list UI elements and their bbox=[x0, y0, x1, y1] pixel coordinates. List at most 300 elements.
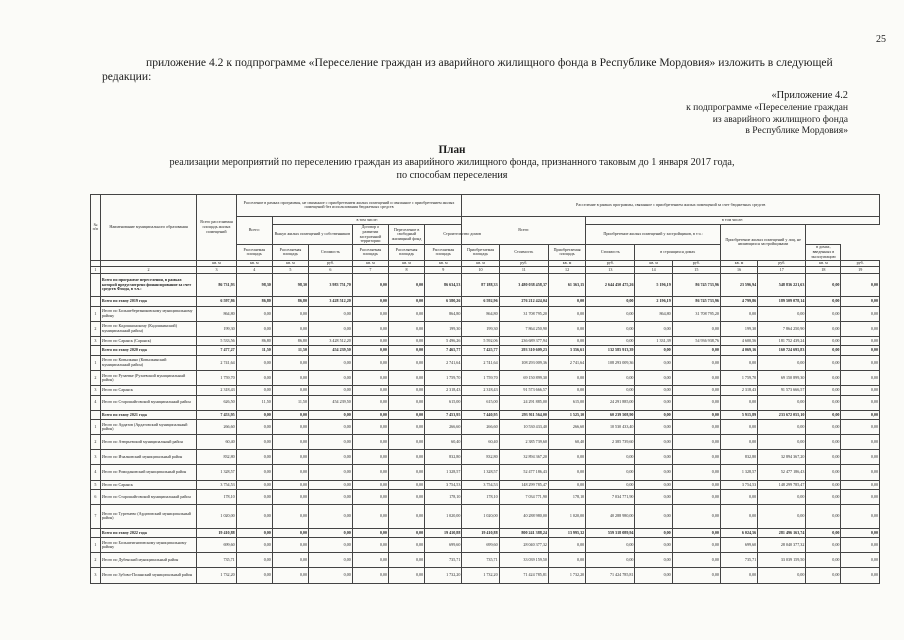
row-value: 86,80 bbox=[236, 297, 272, 306]
unit-cell: руб. bbox=[672, 260, 720, 267]
row-value: 0,00 bbox=[236, 505, 272, 529]
row-value: 98,30 bbox=[272, 273, 308, 297]
row-value: 2 644 450 475,26 bbox=[586, 273, 635, 297]
row-value: 0,00 bbox=[672, 435, 720, 450]
header-buy-from-dev: Приобретение жилых помещений у застройщиков, в т.ч.: bbox=[586, 225, 721, 245]
row-name: Всего по этапу 2022 года bbox=[100, 528, 196, 537]
row-value: 0,00 bbox=[841, 568, 880, 583]
row-value: 0,00 bbox=[586, 538, 635, 553]
row-name: Итого по Дубенский муниципальный район bbox=[100, 553, 196, 568]
row-value: 199,30 bbox=[425, 321, 462, 336]
row-value: 11,50 bbox=[236, 346, 272, 355]
row-value: 0,00 bbox=[841, 420, 880, 435]
row-value: 1 759,70 bbox=[462, 371, 499, 386]
column-number: 12 bbox=[548, 267, 585, 274]
row-value: 0,00 bbox=[352, 538, 388, 553]
row-value: 864,80 bbox=[635, 306, 672, 321]
row-value: 6 597,86 bbox=[197, 297, 236, 306]
row-value: 0,00 bbox=[720, 306, 757, 321]
row-number: 7 bbox=[91, 505, 101, 529]
row-value: 0,00 bbox=[272, 538, 308, 553]
row-value: 2 318,43 bbox=[425, 386, 462, 395]
row-value: 5 915,89 bbox=[720, 410, 757, 419]
row-value: 2 385 739,60 bbox=[499, 435, 548, 450]
header-area-resettled: Расселяемая площадь bbox=[236, 245, 272, 260]
row-value: 0,00 bbox=[236, 480, 272, 489]
row-value: 7 034 771,90 bbox=[586, 490, 635, 505]
row-value: 1 732,20 bbox=[548, 568, 585, 583]
row-name: Итого по Старошайговский муниципальный район bbox=[100, 395, 196, 410]
row-value: 0,00 bbox=[236, 306, 272, 321]
unit-cell bbox=[91, 260, 101, 267]
table-row bbox=[91, 490, 880, 505]
annex-line-3: в Республике Мордовия» bbox=[745, 125, 848, 137]
row-value: 2 741,64 bbox=[548, 355, 585, 370]
row-value: 281 496 163,74 bbox=[758, 528, 806, 537]
row-value: 0,00 bbox=[352, 410, 388, 419]
row-value: 0,00 bbox=[548, 386, 585, 395]
row-value: 0,00 bbox=[672, 410, 720, 419]
row-value: 236 689 377,94 bbox=[499, 336, 548, 345]
table-row bbox=[91, 435, 880, 450]
row-value: 148 299 785,47 bbox=[758, 480, 806, 489]
row-value: 199,30 bbox=[197, 321, 236, 336]
row-value: 0,00 bbox=[635, 538, 672, 553]
row-value: 0,00 bbox=[720, 505, 757, 529]
row-value: 0,00 bbox=[272, 435, 308, 450]
row-value: 0,00 bbox=[352, 297, 388, 306]
row-value: 60,40 bbox=[197, 435, 236, 450]
row-value: 0,00 bbox=[309, 505, 353, 529]
row-value: 0,00 bbox=[841, 395, 880, 410]
row-value: 189 509 078,14 bbox=[758, 297, 806, 306]
row-value: 0,00 bbox=[272, 568, 308, 583]
row-value: 199,30 bbox=[720, 321, 757, 336]
row-name: Итого по Кадошкинскому (Кадошкинский) муниципальный район) bbox=[100, 321, 196, 336]
row-name: Всего по программе переселения, в рамках которой предусмотрено финансирование за счет средств Фонда, в т.ч.: bbox=[100, 273, 196, 297]
row-value: 0,00 bbox=[309, 386, 353, 395]
row-value: 13 995,32 bbox=[548, 528, 585, 537]
column-number: 11 bbox=[499, 267, 548, 274]
column-number: 19 bbox=[841, 267, 880, 274]
row-value: 0,00 bbox=[272, 553, 308, 568]
row-value: 0,00 bbox=[309, 553, 353, 568]
row-value: 0,00 bbox=[635, 386, 672, 395]
row-value: 832,80 bbox=[425, 450, 462, 465]
column-number: 16 bbox=[720, 267, 757, 274]
row-value: 40 288 980,00 bbox=[499, 505, 548, 529]
table-row bbox=[91, 568, 880, 583]
row-value: 0,00 bbox=[548, 480, 585, 489]
row-value: 0,00 bbox=[352, 395, 388, 410]
row-number: 3 bbox=[91, 336, 101, 345]
row-value: 199,30 bbox=[462, 321, 499, 336]
row-value: 0,00 bbox=[388, 528, 424, 537]
column-number: 3 bbox=[197, 267, 236, 274]
row-value: 132 585 913,39 bbox=[586, 346, 635, 355]
header-area-resettled: Расселяемая площадь bbox=[388, 245, 424, 260]
row-value: 0,00 bbox=[672, 538, 720, 553]
row-value: 0,00 bbox=[309, 420, 353, 435]
row-value: 0,00 bbox=[841, 490, 880, 505]
row-number: 4 bbox=[91, 465, 101, 480]
row-value: 0,00 bbox=[272, 306, 308, 321]
row-value: 735,71 bbox=[720, 553, 757, 568]
row-number: 1 bbox=[91, 355, 101, 370]
row-value: 0,00 bbox=[758, 435, 806, 450]
row-value: 0,00 bbox=[388, 538, 424, 553]
row-value: 832,80 bbox=[720, 450, 757, 465]
unit-cell: руб. bbox=[841, 260, 880, 267]
row-value: 0,00 bbox=[352, 336, 388, 345]
row-value: 615,00 bbox=[425, 395, 462, 410]
row-value: 0,00 bbox=[388, 306, 424, 321]
row-value: 0,00 bbox=[548, 297, 585, 306]
row-value: 0,00 bbox=[236, 435, 272, 450]
row-value: 0,00 bbox=[388, 450, 424, 465]
row-name: Итого по Саранск bbox=[100, 480, 196, 489]
row-value: 0,00 bbox=[806, 553, 841, 568]
row-value: 0,00 bbox=[586, 386, 635, 395]
row-value: 0,00 bbox=[806, 336, 841, 345]
row-value: 0,00 bbox=[720, 355, 757, 370]
row-value: 0,00 bbox=[758, 490, 806, 505]
row-value: 0,00 bbox=[548, 336, 585, 345]
unit-cell: кв. м bbox=[272, 260, 308, 267]
row-value: 61 363,15 bbox=[548, 273, 585, 297]
row-value: 178,10 bbox=[197, 490, 236, 505]
row-value: 86,80 bbox=[272, 336, 308, 345]
row-value: 98,30 bbox=[236, 273, 272, 297]
table-row bbox=[91, 386, 880, 395]
row-value: 233 672 055,10 bbox=[758, 410, 806, 419]
column-number: 9 bbox=[425, 267, 462, 274]
row-name: Итого по Старошайговский муниципальный район bbox=[100, 490, 196, 505]
row-value: 0,00 bbox=[672, 346, 720, 355]
table-row bbox=[91, 480, 880, 489]
row-value: 0,00 bbox=[236, 355, 272, 370]
row-value: 0,00 bbox=[272, 355, 308, 370]
row-value: 5 533,56 bbox=[197, 336, 236, 345]
header-num: № п/п bbox=[91, 195, 101, 261]
row-value: 3 754,53 bbox=[720, 480, 757, 489]
row-value: 0,00 bbox=[635, 435, 672, 450]
row-value: 0,00 bbox=[272, 505, 308, 529]
row-number bbox=[91, 273, 101, 297]
row-value: 0,00 bbox=[352, 553, 388, 568]
row-value: 0,00 bbox=[841, 450, 880, 465]
row-value: 7 864 250,90 bbox=[499, 321, 548, 336]
table-row bbox=[91, 371, 880, 386]
row-value: 0,00 bbox=[352, 321, 388, 336]
unit-cell: руб. bbox=[758, 260, 806, 267]
row-value: 0,00 bbox=[635, 355, 672, 370]
row-value: 0,00 bbox=[758, 355, 806, 370]
row-value: 23 596,94 bbox=[720, 273, 757, 297]
row-value: 0,00 bbox=[806, 420, 841, 435]
header-agreement: Договор о развитии застроенной территории bbox=[352, 225, 388, 245]
row-value: 71 424 785,81 bbox=[586, 568, 635, 583]
page-number: 25 bbox=[876, 34, 886, 45]
row-value: 832,80 bbox=[462, 450, 499, 465]
row-value: 86 745 733,96 bbox=[672, 297, 720, 306]
row-value: 86,80 bbox=[272, 297, 308, 306]
row-value: 266,60 bbox=[462, 420, 499, 435]
row-value: 0,00 bbox=[672, 321, 720, 336]
row-value: 735,71 bbox=[425, 553, 462, 568]
row-value: 69 150 899,30 bbox=[758, 371, 806, 386]
row-value: 0,00 bbox=[352, 505, 388, 529]
row-value: 0,00 bbox=[672, 528, 720, 537]
row-value: 0,00 bbox=[388, 490, 424, 505]
row-value: 0,00 bbox=[806, 306, 841, 321]
row-value: 0,00 bbox=[806, 395, 841, 410]
row-number: 2 bbox=[91, 321, 101, 336]
row-value: 0,00 bbox=[586, 553, 635, 568]
row-value: 0,00 bbox=[388, 371, 424, 386]
annex-line-2: из аварийного жилищного фонда bbox=[712, 113, 848, 125]
table-row bbox=[91, 528, 880, 537]
annex-block bbox=[588, 90, 848, 137]
row-value: 0,00 bbox=[548, 321, 585, 336]
row-value: 0,00 bbox=[352, 465, 388, 480]
row-number: 2 bbox=[91, 371, 101, 386]
row-value: 0,00 bbox=[635, 420, 672, 435]
row-value: 0,00 bbox=[635, 395, 672, 410]
row-value: 1 759,70 bbox=[425, 371, 462, 386]
row-value: 0,00 bbox=[841, 336, 880, 345]
row-number bbox=[91, 346, 101, 355]
column-number: 6 bbox=[309, 267, 353, 274]
row-value: 0,00 bbox=[635, 568, 672, 583]
unit-cell: кв. м bbox=[352, 260, 388, 267]
row-value: 0,00 bbox=[635, 505, 672, 529]
resettlement-plan-table bbox=[90, 194, 880, 584]
row-value: 0,00 bbox=[720, 395, 757, 410]
row-value: 7 453,95 bbox=[197, 410, 236, 419]
row-value: 0,00 bbox=[352, 480, 388, 489]
plan-subtitle-1: реализации мероприятий по переселению граждан из аварийного жилищного фонда, признанного таковым до 1 января 2017 года, bbox=[169, 157, 735, 168]
intro-paragraph bbox=[102, 56, 868, 84]
unit-cell: кв. м bbox=[236, 260, 272, 267]
row-value: 0,00 bbox=[720, 435, 757, 450]
row-value: 0,00 bbox=[236, 568, 272, 583]
row-value: 108 293 009,36 bbox=[586, 355, 635, 370]
row-value: 0,00 bbox=[309, 371, 353, 386]
row-value: 0,00 bbox=[635, 553, 672, 568]
row-value: 0,00 bbox=[672, 355, 720, 370]
row-value: 0,00 bbox=[806, 346, 841, 355]
row-name: Итого по Саранск (Саранск) bbox=[100, 336, 196, 345]
row-value: 0,00 bbox=[388, 480, 424, 489]
plan-subtitle-2: по способам переселения bbox=[396, 170, 508, 181]
row-value: 0,00 bbox=[236, 450, 272, 465]
row-value: 7 425,77 bbox=[462, 346, 499, 355]
row-value: 0,00 bbox=[309, 465, 353, 480]
row-value: 5 196,19 bbox=[635, 273, 672, 297]
row-value: 0,00 bbox=[841, 273, 880, 297]
header-cost: Стоимость bbox=[309, 245, 353, 260]
row-value: 615,00 bbox=[548, 395, 585, 410]
row-value: 0,00 bbox=[720, 420, 757, 435]
row-value: 1 732,20 bbox=[425, 568, 462, 583]
table-row bbox=[91, 450, 880, 465]
table-row bbox=[91, 346, 880, 355]
row-value: 0,00 bbox=[841, 386, 880, 395]
header-area-acquired: Приобретаемая площадь bbox=[462, 245, 499, 260]
row-value: 0,00 bbox=[672, 420, 720, 435]
column-number: 1 bbox=[91, 267, 101, 274]
row-value: 276 212 424,04 bbox=[499, 297, 548, 306]
row-value: 0,00 bbox=[841, 371, 880, 386]
row-value: 0,00 bbox=[352, 528, 388, 537]
header-buyout: Выкуп жилых помещений у собственников bbox=[272, 225, 352, 245]
annex-title: «Приложение 4.2 bbox=[771, 90, 848, 101]
unit-cell: кв. м bbox=[720, 260, 757, 267]
row-value: 0,00 bbox=[388, 568, 424, 583]
row-value: 4 799,86 bbox=[720, 297, 757, 306]
row-value: 0,00 bbox=[841, 553, 880, 568]
unit-cell: руб. bbox=[499, 260, 548, 267]
row-value: 60,40 bbox=[425, 435, 462, 450]
row-value: 31 708 795,20 bbox=[499, 306, 548, 321]
row-value: 0,00 bbox=[352, 450, 388, 465]
row-value: 7 864 250,90 bbox=[758, 321, 806, 336]
row-value: 19 410,88 bbox=[462, 528, 499, 537]
table-row bbox=[91, 306, 880, 321]
row-value: 6 592,96 bbox=[462, 297, 499, 306]
row-value: 0,00 bbox=[352, 568, 388, 583]
row-value: 0,00 bbox=[672, 553, 720, 568]
row-name: Итого по Зубово-Полянский муниципальный район bbox=[100, 568, 196, 583]
row-value: 735,71 bbox=[462, 553, 499, 568]
row-value: 2 385 739,60 bbox=[586, 435, 635, 450]
row-value: 11,50 bbox=[272, 395, 308, 410]
row-number: 1 bbox=[91, 538, 101, 553]
row-value: 0,00 bbox=[672, 490, 720, 505]
row-value: 0,00 bbox=[635, 371, 672, 386]
row-value: 7 465,77 bbox=[425, 346, 462, 355]
row-value: 0,00 bbox=[635, 450, 672, 465]
row-value: 0,00 bbox=[806, 450, 841, 465]
row-value: 0,00 bbox=[272, 410, 308, 419]
row-value: 0,00 bbox=[586, 306, 635, 321]
row-value: 0,00 bbox=[806, 297, 841, 306]
annex-line-1: к подпрограмме «Переселение граждан bbox=[686, 101, 848, 113]
row-value: 0,00 bbox=[758, 505, 806, 529]
row-value: 60 239 508,90 bbox=[586, 410, 635, 419]
row-value: 0,00 bbox=[720, 490, 757, 505]
row-value: 178,10 bbox=[462, 490, 499, 505]
row-value: 86 634,53 bbox=[425, 273, 462, 297]
row-value: 0,00 bbox=[586, 480, 635, 489]
row-value: 1 020,00 bbox=[462, 505, 499, 529]
row-value: 10 530 433,40 bbox=[586, 420, 635, 435]
row-value: 10 530 433,40 bbox=[499, 420, 548, 435]
header-area-acquired: Приобретаемая площадь bbox=[548, 245, 585, 260]
row-value: 0,00 bbox=[635, 465, 672, 480]
row-value: 0,00 bbox=[309, 435, 353, 450]
row-value: 0,00 bbox=[352, 420, 388, 435]
row-value: 7 453,95 bbox=[425, 410, 462, 419]
row-value: 0,00 bbox=[388, 273, 424, 297]
row-value: 91 573 666,57 bbox=[499, 386, 548, 395]
row-value: 0,00 bbox=[672, 386, 720, 395]
row-value: 0,00 bbox=[352, 371, 388, 386]
row-value: 4 069,16 bbox=[720, 346, 757, 355]
row-value: 1 328,57 bbox=[197, 465, 236, 480]
row-value: 0,00 bbox=[388, 465, 424, 480]
row-value: 71 424 785,81 bbox=[499, 568, 548, 583]
row-value: 1 020,00 bbox=[197, 505, 236, 529]
row-value: 3 428 512,20 bbox=[309, 297, 353, 306]
row-value: 0,00 bbox=[309, 410, 353, 419]
row-value: 11,50 bbox=[236, 395, 272, 410]
row-value: 69 150 899,30 bbox=[499, 371, 548, 386]
row-value: 3 480 038 458,37 bbox=[499, 273, 548, 297]
row-value: 1 331,39 bbox=[635, 336, 672, 345]
row-value: 0,00 bbox=[635, 528, 672, 537]
row-value: 0,00 bbox=[548, 450, 585, 465]
row-value: 4 600,56 bbox=[720, 336, 757, 345]
row-value: 0,00 bbox=[635, 480, 672, 489]
row-value: 1 020,00 bbox=[548, 505, 585, 529]
table-row bbox=[91, 420, 880, 435]
row-value: 28 040 377,32 bbox=[758, 538, 806, 553]
row-value: 0,00 bbox=[352, 346, 388, 355]
row-value: 0,00 bbox=[841, 528, 880, 537]
row-value: 0,00 bbox=[672, 395, 720, 410]
row-value: 0,00 bbox=[806, 528, 841, 537]
row-value: 832,80 bbox=[197, 450, 236, 465]
header-in-commissioned: в домах, введенных в эксплуатацию bbox=[806, 245, 841, 260]
row-value: 735,71 bbox=[197, 553, 236, 568]
table-row bbox=[91, 297, 880, 306]
row-value: 800 241 388,24 bbox=[499, 528, 548, 537]
row-value: 0,00 bbox=[236, 420, 272, 435]
column-number: 15 bbox=[672, 267, 720, 274]
header-a-in-that-number: в том числе: bbox=[272, 216, 462, 225]
row-value: 0,00 bbox=[758, 568, 806, 583]
row-value: 0,00 bbox=[841, 321, 880, 336]
row-value: 2 741,64 bbox=[425, 355, 462, 370]
row-value: 3 754,53 bbox=[462, 480, 499, 489]
row-value: 0,00 bbox=[236, 321, 272, 336]
row-value: 0,00 bbox=[236, 386, 272, 395]
row-value: 1 328,57 bbox=[462, 465, 499, 480]
unit-cell: кв. м bbox=[388, 260, 424, 267]
row-value: 0,00 bbox=[236, 553, 272, 568]
row-value: 266,60 bbox=[197, 420, 236, 435]
row-value: 0,00 bbox=[758, 420, 806, 435]
row-number: 3 bbox=[91, 450, 101, 465]
row-value: 2 741,64 bbox=[462, 355, 499, 370]
row-value: 0,00 bbox=[548, 538, 585, 553]
row-value: 86 731,93 bbox=[197, 273, 236, 297]
row-value: 1 759,70 bbox=[197, 371, 236, 386]
row-value: 0,00 bbox=[272, 480, 308, 489]
row-number: 2 bbox=[91, 553, 101, 568]
column-number: 2 bbox=[100, 267, 196, 274]
row-value: 148 299 785,47 bbox=[499, 480, 548, 489]
table-row bbox=[91, 465, 880, 480]
row-value: 87 188,33 bbox=[462, 273, 499, 297]
row-value: 0,00 bbox=[309, 568, 353, 583]
row-name: Всего по этапу 2020 года bbox=[100, 346, 196, 355]
row-value: 0,00 bbox=[672, 371, 720, 386]
table-row bbox=[91, 553, 880, 568]
row-value: 0,00 bbox=[309, 450, 353, 465]
